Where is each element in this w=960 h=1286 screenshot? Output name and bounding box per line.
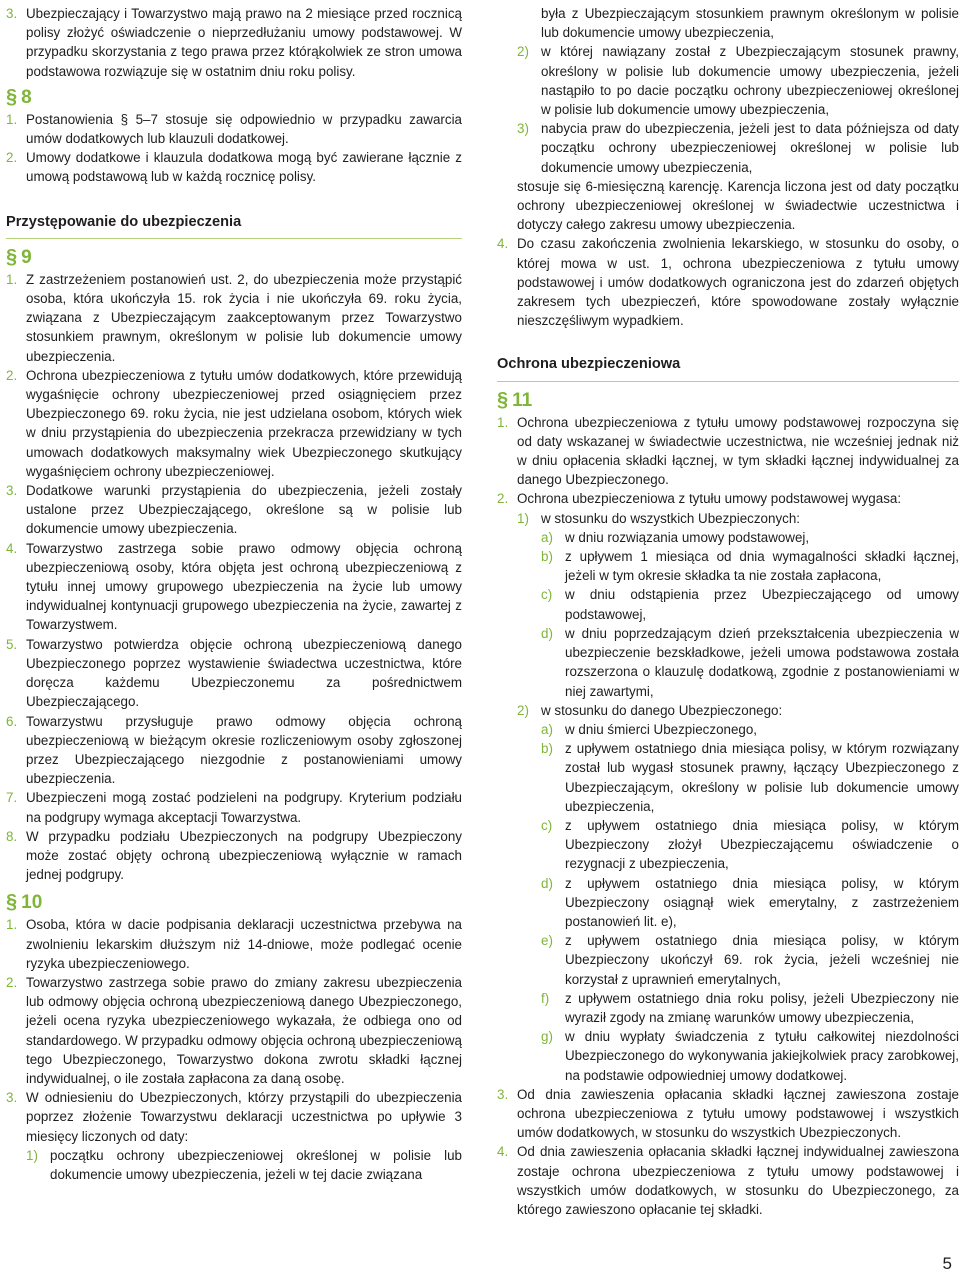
item-number: 6. xyxy=(6,713,18,729)
item-number: 5. xyxy=(6,636,18,652)
item-number: 2. xyxy=(497,491,509,507)
section-11-heading xyxy=(497,388,959,413)
sub-list-item xyxy=(497,701,959,720)
list-item xyxy=(6,712,462,789)
item-number: 7. xyxy=(6,790,18,806)
item-number: 4. xyxy=(497,1144,509,1160)
item-text: Towarzystwu przysługuje prawo odmowy objęcia ochroną ubezpieczeniową w bieżącym okresie rozliczeniowym osoby zgłoszonej przez Ubezpieczającego niezgodnie z postanowieniami umowy ubezpieczenia. xyxy=(26,713,462,787)
letter-item xyxy=(497,547,959,585)
item-number: 4. xyxy=(497,236,509,252)
section-sign: § xyxy=(6,891,18,914)
sub-item-number: 3) xyxy=(517,121,529,137)
letter-number: a) xyxy=(541,721,553,737)
section-8-heading xyxy=(6,85,462,110)
item-text: Ubezpieczający i Towarzystwo mają prawo na 2 miesiące przed rocznicą polisy złożyć oświadczenie o nieprzedłużaniu umowy podstawowej. W przypadku skorzystania z tego prawa przez którąkolwiek ze stron umowa podstawowa rozwiązuje się w ostatnim dniu roku polisy. xyxy=(26,6,462,79)
letter-item xyxy=(497,989,959,1027)
item-number: 1. xyxy=(497,414,509,430)
letter-text: z upływem 1 miesiąca od dnia wymagalności składki łącznej, jeżeli w tym okresie składka ta nie została zapłacona, xyxy=(565,549,959,584)
letter-item xyxy=(497,624,959,701)
sub-list-item-continued xyxy=(497,4,959,42)
item-text: Od dnia zawieszenia opłacania składki łącznej indywidualnej zawieszona zostaje ochrona ubezpieczeniowa z tytułu umowy podstawowej i wszystkich umów dodatkowych, w stosunku do Ubezpieczonego, za którego zawieszono opłacanie tej składki. xyxy=(517,1144,959,1217)
section-sign: § xyxy=(497,388,509,411)
sub-list-item xyxy=(6,1146,462,1184)
letter-item xyxy=(497,931,959,989)
letter-item xyxy=(497,816,959,874)
letter-text: z upływem ostatniego dnia miesiąca polisy, w którym Ubezpieczony osiągnął wiek emerytalny, z zastrzeżeniem postanowień lit. e), xyxy=(565,875,959,929)
list-item xyxy=(497,489,959,508)
letter-number: a) xyxy=(541,529,553,545)
letter-text: w dniu wypłaty świadczenia z tytułu całkowitej niezdolności Ubezpieczonego do wykonywania jakiejkolwiek pracy zarobkowej, na podstawie odpowiedniej umowy dodatkowej. xyxy=(565,1029,959,1083)
list-item xyxy=(6,1088,462,1146)
letter-item xyxy=(497,1027,959,1085)
section-number: 8 xyxy=(21,86,32,108)
sub-item-number: 1) xyxy=(517,510,529,526)
left-column xyxy=(6,4,462,1184)
letter-text: z upływem ostatniego dnia roku polisy, jeżeli Ubezpieczony nie wyraził zgody na zmianę warunków umowy ubezpieczenia, xyxy=(565,990,959,1025)
item-text: Ochrona ubezpieczeniowa z tytułu umowy podstawowej rozpoczyna się od daty wskazanej w świadectwie uczestnictwa, nie wcześniej jednak niż w dniu opłacenia składki łącznej, w tym składki łącznej indywidualnej za danego Ubezpieczonego. xyxy=(517,414,959,488)
sub-item-text: początku ochrony ubezpieczeniowej określonej w polisie lub dokumencie umowy ubezpieczenia, jeżeli w tej dacie związana xyxy=(50,1147,462,1182)
sub-item-number: 2) xyxy=(517,44,529,60)
sub-item-text: nabycia praw do ubezpieczenia, jeżeli jest to data późniejsza od daty początku ochrony ubezpieczeniowej określonej w polisie lub dokumencie umowy ubezpieczenia, xyxy=(541,121,959,175)
section-10-heading xyxy=(6,890,462,915)
list-item xyxy=(497,413,959,490)
letter-number: g) xyxy=(541,1029,553,1045)
letter-text: w dniu rozwiązania umowy podstawowej, xyxy=(565,529,810,545)
item-text: Postanowienia § 5–7 stosuje się odpowiednio w przypadku zawarcia umów dodatkowych lub klauzuli dodatkowej. xyxy=(26,111,462,147)
letter-number: b) xyxy=(541,549,553,565)
letter-text: z upływem ostatniego dnia miesiąca polisy, w którym rozwiązany został lub wygasł stosunek prawny, łączący Ubezpieczonego z Ubezpieczającym, określony w polisie lub dokumencie umowy ubezpieczenia, xyxy=(565,741,959,814)
sub-list-item xyxy=(497,119,959,177)
letter-item xyxy=(497,739,959,816)
letter-number: d) xyxy=(541,875,553,891)
item-number: 2. xyxy=(6,150,18,166)
letter-number: b) xyxy=(541,741,553,757)
item-number: 1. xyxy=(6,271,18,287)
list-item xyxy=(6,366,462,481)
section-heading-accession: Przystępowanie do ubezpieczenia xyxy=(6,213,462,239)
list-item xyxy=(6,4,462,81)
letter-item xyxy=(497,720,959,739)
letter-text: z upływem ostatniego dnia miesiąca polisy, w którym Ubezpieczony złożył Ubezpieczającemu oświadczenie o rezygnacji z ubezpieczenia, xyxy=(565,817,959,872)
item-text: Ochrona ubezpieczeniowa z tytułu umowy podstawowej wygasa: xyxy=(517,491,902,507)
section-number: 10 xyxy=(21,892,43,914)
list-item xyxy=(497,1142,959,1219)
letter-text: z upływem ostatniego dnia miesiąca polisy, w którym Ubezpieczony ukończył 69. rok życia, jeżeli wcześniej nie korzystał z uprawnień emerytalnych, xyxy=(565,933,959,987)
item-text: Osoba, która w dacie podpisania deklaracji uczestnictwa przebywa na zwolnieniu lekarskim dłuższym niż 14-dniowe, może podlegać ocenie ryzyka ubezpieczeniowego. xyxy=(26,917,462,971)
item-text: Do czasu zakończenia zwolnienia lekarskiego, w stosunku do osoby, o której mowa w ust. 1, ochrona ubezpieczeniowa z tytułu umowy podstawowej i umów dodatkowych ograniczona jest do zdarzeń objętych zakresem tych ubezpieczeń, które spowodowane zostały wyłącznie nieszczęśliwym wypadkiem. xyxy=(517,236,959,329)
item-number: 3. xyxy=(6,6,18,21)
item-text: Towarzystwo potwierdza objęcie ochroną ubezpieczeniową danego Ubezpieczonego poprzez wystawienie świadectwa uczestnictwa, które doręcza każdemu Ubezpieczonemu za pośrednictwem Ubezpieczającego. xyxy=(26,636,462,710)
list-item xyxy=(6,270,462,366)
list-item xyxy=(6,635,462,712)
list-item xyxy=(6,973,462,1088)
item-text: W przypadku podziału Ubezpieczonych na podgrupy Ubezpieczony może zostać objęty ochroną ubezpieczeniową wyłącznie w ramach jednej podgrupy. xyxy=(26,828,462,883)
sub-item-number: 2) xyxy=(517,702,529,718)
list-item xyxy=(6,827,462,885)
item-text: Dodatkowe warunki przystąpienia do ubezpieczenia, jeżeli zostały ustalone przez Ubezpieczającego, określone są w polisie lub dokumencie umowy ubezpieczenia. xyxy=(26,483,462,537)
letter-number: c) xyxy=(541,817,553,833)
letter-item xyxy=(497,874,959,932)
item-number: 3. xyxy=(6,483,18,499)
item-text: Od dnia zawieszenia opłacania składki łącznej zawieszona zostaje ochrona ubezpieczeniowa z tytułu umowy podstawowej i wszystkich umów dodatkowych, w stosunku do wszystkich Ubezpieczonych. xyxy=(517,1086,959,1141)
list-item xyxy=(6,539,462,635)
item-number: 4. xyxy=(6,540,18,556)
letter-item xyxy=(497,585,959,623)
item-text: Ochrona ubezpieczeniowa z tytułu umów dodatkowych, które przewidują wygaśnięcie ochrony ubezpieczeniowej przed osiągnięciem przez Ubezpieczonego 69. roku życia, nie jest udzielana osobom, których wiek w dniu przystąpienia do ubezpieczenia przekracza przewidziany w tych umowach dodatkowych maksymalny wiek Ubezpieczonego skutkujący wygaśnięciem ochrony ubezpieczeniowej. xyxy=(26,367,462,479)
sub-item-text: w której nawiązany został z Ubezpieczającym stosunek prawny, określony w polisie lub dokumencie umowy ubezpieczenia, jeżeli nastąpiło to po dacie początku ochrony ubezpieczeniowej określonej w polisie lub dokumencie umowy ubezpieczenia, xyxy=(541,44,959,118)
item-number: 3. xyxy=(6,1090,18,1106)
list-item xyxy=(6,148,462,186)
letter-text: w dniu poprzedzającym dzień przekształcenia ubezpieczenia w ubezpieczenie bezskładkowe, jeżeli umowa podstawowa została rozszerzona o klauzulę dodatkową, zgodnie z postanowieniami w niej zawartymi, xyxy=(565,625,959,699)
item-text: Towarzystwo zastrzega sobie prawo do zmiany zakresu ubezpieczenia lub odmowy objęcia ochroną ubezpieczeniową danego Ubezpieczonego, jeżeli ocena ryzyka ubezpieczeniowego wykazała, że odbiega ono od standardowego. W przypadku odmowy objęcia ochroną ubezpieczeniową tego Ubezpieczonego, Towarzystwo dokona zwrotu składki łącznej indywidualnej, o ile została zapłacona za daną osobę. xyxy=(26,974,462,1086)
item-text: Ubezpieczeni mogą zostać podzieleni na podgrupy. Kryterium podziału na podgrupy wymaga akceptacji Towarzystwa. xyxy=(26,790,462,825)
letter-number: d) xyxy=(541,625,553,641)
section-heading-protection: Ochrona ubezpieczeniowa xyxy=(497,355,959,381)
item-text: Umowy dodatkowe i klauzula dodatkowa mogą być zawierane łącznie z umową podstawową lub w każdą rocznicę polisy. xyxy=(26,150,462,185)
paragraph-karencja xyxy=(497,177,959,235)
sub-item-number: 1) xyxy=(26,1147,38,1163)
item-number: 8. xyxy=(6,828,18,844)
section-number: 11 xyxy=(512,389,533,411)
letter-item xyxy=(497,528,959,547)
item-text: W odniesieniu do Ubezpieczonych, którzy przystąpili do ubezpieczenia poprzez złożenie Towarzystwu deklaracji uczestnictwa po upływie 3 miesięcy liczonych od daty: xyxy=(26,1090,462,1144)
list-item xyxy=(497,234,959,330)
letter-number: e) xyxy=(541,933,553,949)
section-sign: § xyxy=(6,85,18,108)
list-item xyxy=(6,481,462,539)
right-column xyxy=(497,4,959,1219)
letter-text: w dniu odstąpienia przez Ubezpieczającego od umowy podstawowej, xyxy=(565,587,959,622)
list-item xyxy=(6,915,462,973)
letter-number: c) xyxy=(541,587,553,603)
item-number: 1. xyxy=(6,111,18,127)
item-number: 3. xyxy=(497,1086,509,1102)
item-number: 1. xyxy=(6,917,18,933)
page-number: 5 xyxy=(942,1254,952,1273)
section-9-heading xyxy=(6,245,462,270)
paragraph-text: stosuje się 6-miesięczną karencję. Karencja liczona jest od daty początku ochrony ubezpieczeniowej określonej w świadectwie uczestnictwa i dotyczy całego zakresu umowy ubezpieczenia. xyxy=(517,178,959,233)
sub-list-item xyxy=(497,509,959,528)
list-item xyxy=(497,1085,959,1143)
sub-item-text: w stosunku do wszystkich Ubezpieczonych: xyxy=(541,510,800,526)
sub-item-text: w stosunku do danego Ubezpieczonego: xyxy=(541,702,783,718)
item-number: 2. xyxy=(6,367,18,383)
section-sign: § xyxy=(6,245,18,268)
sub-list-item xyxy=(497,42,959,119)
letter-text: w dniu śmierci Ubezpieczonego, xyxy=(565,721,758,737)
section-number: 9 xyxy=(21,246,32,268)
item-number: 2. xyxy=(6,974,18,990)
sub-item-text: była z Ubezpieczającym stosunkiem prawnym określonym w polisie lub dokumencie umowy ubezpieczenia, xyxy=(541,6,959,41)
item-text: Z zastrzeżeniem postanowień ust. 2, do ubezpieczenia może przystąpić osoba, która ukończyła 15. rok życia i nie ukończyła 69. roku życia, związana z Ubezpieczającym zaakceptowanym przez Towarzystwo stosunkiem prawnym, określonym w polisie lub dokumencie umowy ubezpieczenia. xyxy=(26,271,462,364)
list-item xyxy=(6,788,462,826)
list-item xyxy=(6,110,462,148)
item-text: Towarzystwo zastrzega sobie prawo odmowy objęcia ochroną ubezpieczeniową osoby, która objęta jest ochroną ubezpieczeniową z tytułu innej umowy grupowego ubezpieczenia na życie lub umowy indywidualnej kontynuacji grupowego ubezpieczenia na życie, zawartej z Towarzystwem. xyxy=(26,540,462,633)
letter-number: f) xyxy=(541,990,550,1006)
